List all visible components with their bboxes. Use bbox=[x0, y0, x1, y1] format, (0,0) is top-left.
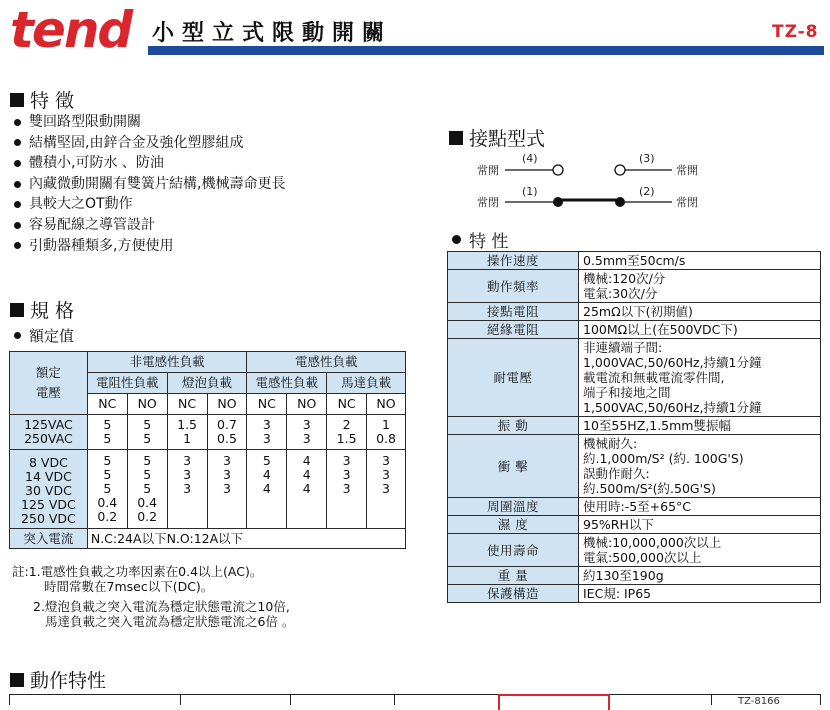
resistive-header: 電阻性負載 bbox=[87, 373, 167, 394]
no-header: NO bbox=[127, 394, 167, 415]
specs-heading bbox=[10, 296, 74, 323]
list-item: 內藏微動開關有雙簧片結構,機械壽命更長 bbox=[14, 174, 285, 195]
bullet-icon bbox=[14, 181, 21, 188]
dc-value-cell: 5 4 4 bbox=[247, 450, 287, 529]
table-row: 接點電阻 25mΩ以下(初期値) bbox=[448, 303, 821, 321]
list-item: 容易配線之導管設計 bbox=[14, 215, 285, 236]
dc-value-cell: 5 5 5 0.4 0.2 bbox=[127, 450, 167, 529]
ac-value-cell: 5 5 bbox=[87, 415, 127, 450]
non-inductive-header: 非電感性負載 bbox=[87, 352, 247, 373]
square-bullet-icon bbox=[10, 303, 24, 317]
terminal-4-label: (4) bbox=[522, 152, 538, 165]
ac-value-cell: 3 3 bbox=[247, 415, 287, 450]
bullet-icon bbox=[14, 242, 21, 249]
no-terminal-3-icon bbox=[615, 165, 625, 175]
chars-heading: 特 性 bbox=[452, 227, 508, 252]
contact-heading-text: 接點型式 bbox=[469, 128, 546, 150]
no-label-right: 常開 bbox=[676, 164, 698, 177]
table-row: 周圍溫度 使用時:-5至+65°C bbox=[448, 498, 821, 516]
rating-table bbox=[9, 351, 406, 549]
features-list bbox=[14, 112, 285, 256]
note-2: 2.燈泡負載之突入電流為穩定狀態電流之10倍, 馬達負載之突入電流為穩定狀態電流之6倍 。 bbox=[33, 599, 295, 629]
nc-header: NC bbox=[327, 394, 367, 415]
rating-subheading: 額定值 bbox=[14, 325, 74, 346]
terminal-1-label: (1) bbox=[522, 185, 538, 198]
operation-table-top-border bbox=[9, 694, 821, 695]
square-bullet-icon bbox=[10, 93, 24, 107]
no-header: NO bbox=[287, 394, 327, 415]
characteristics-table bbox=[447, 251, 821, 603]
bullet-icon bbox=[14, 139, 21, 146]
lamp-header: 燈泡負載 bbox=[167, 373, 247, 394]
list-item: 具較大之OT動作 bbox=[14, 194, 285, 215]
rated-voltage-header: 額定電壓 bbox=[10, 352, 88, 415]
ac-value-cell: 2 1.5 bbox=[327, 415, 367, 450]
table-row: 操作速度 0.5mm至50cm/s bbox=[448, 252, 821, 270]
dc-value-cell: 5 5 5 0.4 0.2 bbox=[87, 450, 127, 529]
dc-value-cell: 3 3 3 bbox=[327, 450, 367, 529]
header-bar bbox=[148, 46, 824, 55]
motor-header: 馬達負載 bbox=[327, 373, 406, 394]
bullet-icon bbox=[14, 119, 21, 126]
features-heading-text: 特 徵 bbox=[30, 90, 75, 112]
list-item: 雙回路型限動開關 bbox=[14, 112, 285, 133]
bullet-icon bbox=[14, 201, 21, 208]
table-row: 耐電壓 非連續端子間: 1,000VAC,50/60Hz,持續1分鐘 載電流和無載電流零件間, 端子和接地之間 1,500VAC,50/60Hz,持續1分鐘 bbox=[448, 339, 821, 417]
no-label-left: 常開 bbox=[477, 164, 499, 177]
bullet-icon bbox=[14, 222, 21, 229]
table-row: 使用壽命 機械:10,000,000次以上 電氣:500,000次以上 bbox=[448, 534, 821, 567]
no-header: NO bbox=[207, 394, 247, 415]
ac-value-cell: 1 0.8 bbox=[367, 415, 406, 450]
list-item: 結構堅固,由鋅合金及強化塑膠組成 bbox=[14, 133, 285, 154]
inductive-header: 電感性負載 bbox=[247, 352, 406, 373]
operation-model-code: TZ-8166 bbox=[738, 696, 780, 707]
features-heading bbox=[10, 86, 74, 113]
dc-value-cell: 3 3 3 bbox=[167, 450, 207, 529]
inductive-sub-header: 電感性負載 bbox=[247, 373, 327, 394]
inrush-label: 突入電流 bbox=[10, 529, 88, 549]
model-number: TZ-8 bbox=[772, 22, 819, 42]
no-header: NO bbox=[367, 394, 406, 415]
dc-value-cell: 4 4 4 bbox=[287, 450, 327, 529]
terminal-2-label: (2) bbox=[639, 185, 655, 198]
table-row: 濕 度 95%RH以下 bbox=[448, 516, 821, 534]
table-row: 動作頻率 機械:120次/分 電氣:30次/分 bbox=[448, 270, 821, 303]
operation-heading bbox=[10, 666, 106, 693]
note-1: 註:1.電感性負載之功率因素在0.4以上(AC)。 時間常數在7msec以下(DC)。 bbox=[12, 564, 263, 594]
list-item: 體積小,可防水 、防油 bbox=[14, 153, 285, 174]
dc-voltage-cell: 8 VDC 14 VDC 30 VDC 125 VDC 250 VDC bbox=[10, 450, 88, 529]
terminal-3-label: (3) bbox=[639, 152, 655, 165]
page-title: 小型立式限動開關 bbox=[152, 21, 393, 46]
no-terminal-4-icon bbox=[553, 165, 563, 175]
specs-heading-text: 規 格 bbox=[30, 300, 75, 322]
ac-value-cell: 3 3 bbox=[287, 415, 327, 450]
inrush-value: N.C:24A以下N.O:12A以下 bbox=[87, 529, 405, 549]
ac-value-cell: 1.5 1 bbox=[167, 415, 207, 450]
ac-voltage-cell: 125VAC 250VAC bbox=[10, 415, 88, 450]
nc-header: NC bbox=[247, 394, 287, 415]
list-item: 引動器種類多,方便使用 bbox=[14, 236, 285, 257]
highlight-box bbox=[498, 694, 610, 710]
bullet-icon bbox=[452, 235, 461, 244]
contact-heading bbox=[449, 124, 545, 151]
nc-header: NC bbox=[87, 394, 127, 415]
operation-heading-text: 動作特性 bbox=[30, 670, 107, 692]
square-bullet-icon bbox=[10, 673, 24, 687]
bullet-icon bbox=[14, 332, 21, 339]
brand-logo: tend bbox=[10, 1, 132, 59]
table-row: 保護構造 IEC規: IP65 bbox=[448, 585, 821, 603]
table-row: 振 動 10至55HZ,1.5mm雙振幅 bbox=[448, 417, 821, 435]
dc-value-cell: 3 3 3 bbox=[367, 450, 406, 529]
ac-value-cell: 0.7 0.5 bbox=[207, 415, 247, 450]
nc-label-right: 常閉 bbox=[676, 196, 698, 209]
nc-label-left: 常閉 bbox=[477, 196, 499, 209]
table-row: 重 量 約130至190g bbox=[448, 567, 821, 585]
nc-header: NC bbox=[167, 394, 207, 415]
table-row: 絕緣電阻 100MΩ以上(在500VDC下) bbox=[448, 321, 821, 339]
contact-diagram bbox=[500, 160, 680, 210]
bullet-icon bbox=[14, 160, 21, 167]
ac-value-cell: 5 5 bbox=[127, 415, 167, 450]
table-row: 衝 擊 機械耐久: 約.1,000m/S² (約. 100G'S) 誤動作耐久: 約.500m/S²(約.50G'S) bbox=[448, 435, 821, 498]
square-bullet-icon bbox=[449, 131, 463, 145]
dc-value-cell: 3 3 3 bbox=[207, 450, 247, 529]
